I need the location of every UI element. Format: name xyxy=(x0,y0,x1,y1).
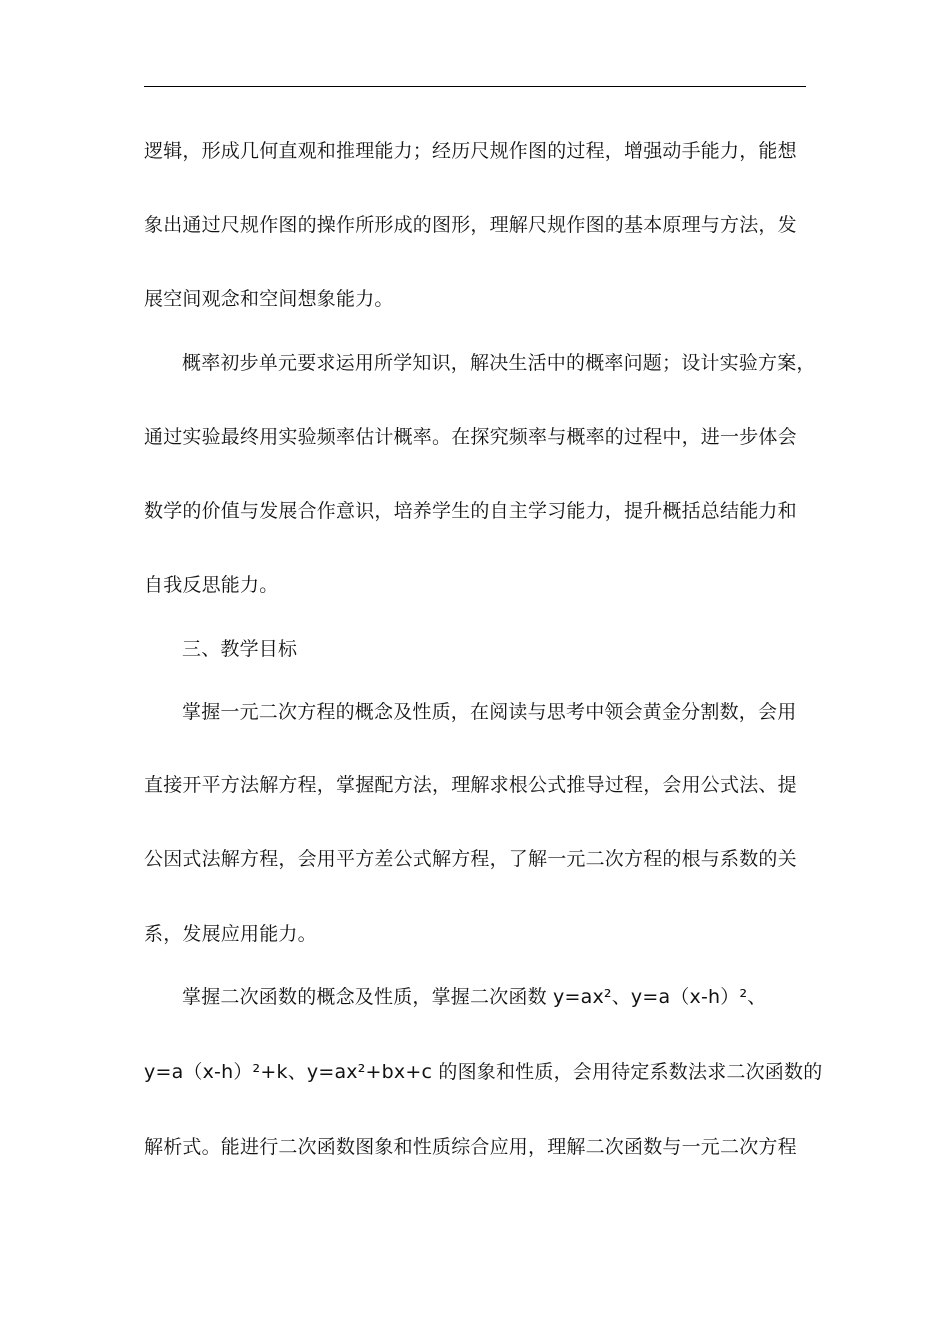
text-line: 通过实验最终用实验频率估计概率。在探究频率与概率的过程中，进一步体会 xyxy=(144,426,797,448)
paragraph-first-line: 掌握二次函数的概念及性质，掌握二次函数 y=ax²、y=a（x-h）²、 xyxy=(182,986,767,1008)
text-line: 解析式。能进行二次函数图象和性质综合应用，理解二次函数与一元二次方程 xyxy=(144,1136,797,1158)
text-line: 直接开平方法解方程，掌握配方法，理解求根公式推导过程，会用公式法、提 xyxy=(144,774,797,796)
text-line: y=a（x-h）²+k、y=ax²+bx+c 的图象和性质，会用待定系数法求二次函数的 xyxy=(144,1061,823,1083)
paragraph-first-line: 概率初步单元要求运用所学知识，解决生活中的概率问题；设计实验方案， xyxy=(182,352,816,374)
text-line: 象出通过尺规作图的操作所形成的图形，理解尺规作图的基本原理与方法，发 xyxy=(144,214,797,236)
text-line: 系，发展应用能力。 xyxy=(144,923,317,945)
text-line: 公因式法解方程，会用平方差公式解方程，了解一元二次方程的根与系数的关 xyxy=(144,848,797,870)
text-line: 展空间观念和空间想象能力。 xyxy=(144,288,394,310)
text-line: 自我反思能力。 xyxy=(144,574,279,596)
text-line: 逻辑，形成几何直观和推理能力；经历尺规作图的过程，增强动手能力，能想 xyxy=(144,140,797,162)
header-rule xyxy=(144,86,806,87)
paragraph-first-line: 掌握一元二次方程的概念及性质，在阅读与思考中领会黄金分割数，会用 xyxy=(182,701,797,723)
section-heading: 三、教学目标 xyxy=(182,638,298,660)
text-line: 数学的价值与发展合作意识，培养学生的自主学习能力，提升概括总结能力和 xyxy=(144,500,797,522)
